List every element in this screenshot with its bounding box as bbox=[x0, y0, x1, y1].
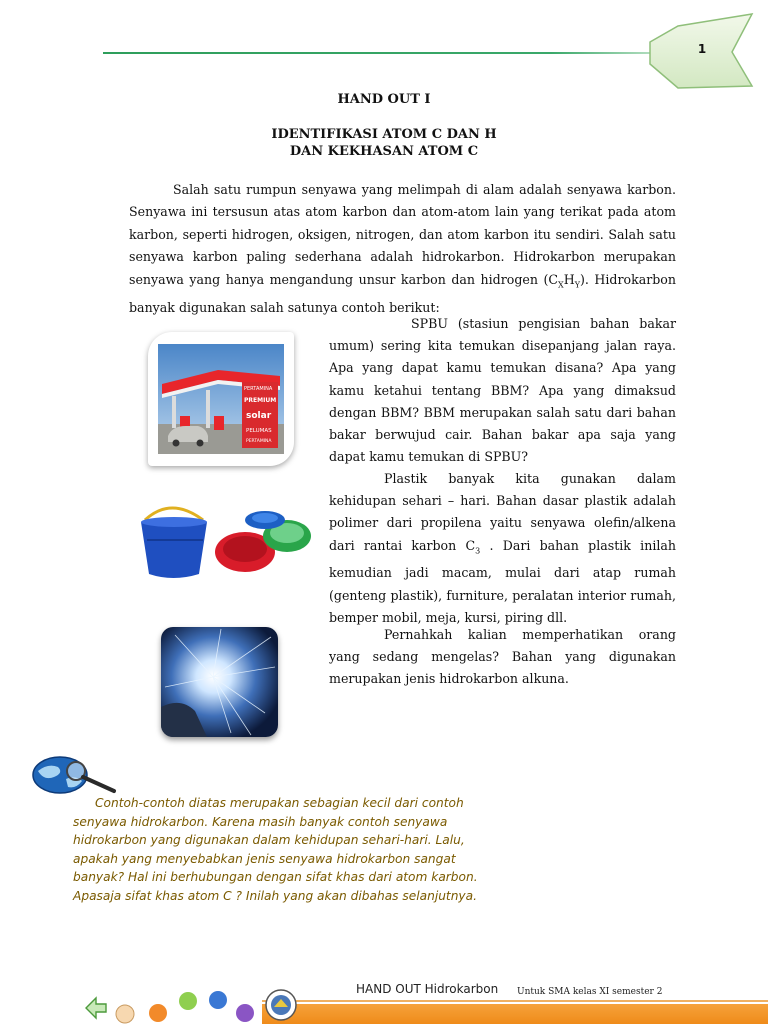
school-logo-icon bbox=[256, 1002, 264, 1010]
formula-c: C bbox=[548, 271, 559, 287]
header-rule bbox=[103, 52, 663, 54]
handout-title: HAND OUT I bbox=[337, 92, 431, 107]
section-title-line-1: IDENTIFIKASI ATOM C DAN H bbox=[271, 127, 497, 142]
footer-divider bbox=[262, 1000, 768, 1002]
las-text: Pernahkah kalian memperhatikan orang yang sedang mengelas? Bahan yang digunakan merupakan jenis hidrokarbon alkuna. bbox=[329, 627, 676, 687]
formula-h: H bbox=[563, 271, 575, 287]
nav-dot-cream[interactable] bbox=[116, 1005, 134, 1023]
sign-brand: PERTAMINA bbox=[244, 386, 273, 392]
navigation-bar bbox=[80, 986, 270, 1024]
closing-paragraph bbox=[73, 794, 483, 906]
plastik-subscript: 3 bbox=[475, 546, 481, 556]
nav-dot-purple[interactable] bbox=[236, 1004, 254, 1022]
intro-paragraph bbox=[129, 179, 676, 319]
footer-bar bbox=[262, 1004, 768, 1024]
nav-dot-green[interactable] bbox=[179, 992, 197, 1010]
plastik-text-1: Plastik banyak kita gunakan dalam kehidupan sehari – hari. Bahan dasar plastik adalah polimer dari propilena yaitu senyawa olefin/alkena dari rantai karbon C bbox=[329, 471, 676, 553]
sign-brand-lower: PERTAMINA bbox=[246, 439, 272, 444]
spbu-text: SPBU (stasiun pengisian bahan bakar umum) sering kita temukan disepanjang jalan raya. Apa yang dapat kamu temukan disana? Apa yang kamu ketahui tentang BBM? Apa yang dimaksud dengan BBM? BBM merupakan salah satu dari bahan bakar berwujud cair. Bahan bakar apa saja yang dapat kamu temukan di SPBU? bbox=[329, 316, 676, 465]
closing-text: Contoh-contoh diatas merupakan sebagian kecil dari contoh senyawa hidrokarbon. Karena masih banyak contoh senyawa hidrokarbon yang digunakan dalam kehidupan sehari-hari. Lalu, apakah yang menyebabkan jenis senyawa hidrokarbon sangat banyak? Hal ini berhubungan dengan sifat khas dari atom karbon. Apasaja sifat khas atom C ? Inilah yang akan dibahas selanjutnya. bbox=[73, 796, 478, 903]
intro-text-1: Salah satu rumpun senyawa yang melimpah di alam adalah senyawa karbon. Senyawa ini tersusun atas atom karbon dan atom-atom lain yang terikat pada atom karbon, seperti hidrogen, oksigen, nitrogen, dan atom karbon itu sendiri. Salah satu senyawa karbon paling sederhana adalah hidrokarbon. Hidrokarbon merupakan senyawa yang hanya mengandung unsur karbon dan hidrogen ( bbox=[129, 182, 676, 287]
sign-pelumas: PELUMAS bbox=[246, 428, 272, 434]
school-emblem-icon bbox=[264, 988, 298, 1022]
gas-station-image bbox=[148, 332, 294, 466]
footer-title: HAND OUT Hidrokarbon bbox=[356, 982, 499, 996]
nav-dot-blue[interactable] bbox=[209, 991, 227, 1009]
formula-y: Y bbox=[574, 280, 580, 290]
plastik-text-2: . Dari bahan plastik inilah kemudian jadi macam, mulai dari atap rumah (genteng plastik), furniture, peralatan interior rumah, bemper mobil, meja, kursi, piring dll. bbox=[329, 537, 676, 625]
spbu-paragraph bbox=[329, 313, 676, 468]
plastic-items-image bbox=[137, 502, 312, 582]
section-title-line-2: DAN KEKHASAN ATOM C bbox=[289, 144, 479, 159]
page-number: 1 bbox=[697, 42, 707, 56]
plastik-paragraph bbox=[329, 468, 676, 629]
formula-x: X bbox=[558, 280, 564, 290]
footer-subtitle: Untuk SMA kelas XI semester 2 bbox=[517, 987, 663, 997]
section-title bbox=[0, 126, 768, 160]
sign-solar: solar bbox=[246, 411, 272, 421]
welding-image bbox=[161, 627, 278, 737]
nav-dot-orange[interactable] bbox=[149, 1004, 167, 1022]
las-paragraph bbox=[329, 624, 676, 691]
back-arrow-icon[interactable] bbox=[86, 998, 106, 1018]
intro-text-2: ). Hidrokarbon banyak digunakan salah satunya contoh berikut: bbox=[129, 271, 676, 315]
sign-premium: PREMIUM bbox=[244, 397, 277, 404]
